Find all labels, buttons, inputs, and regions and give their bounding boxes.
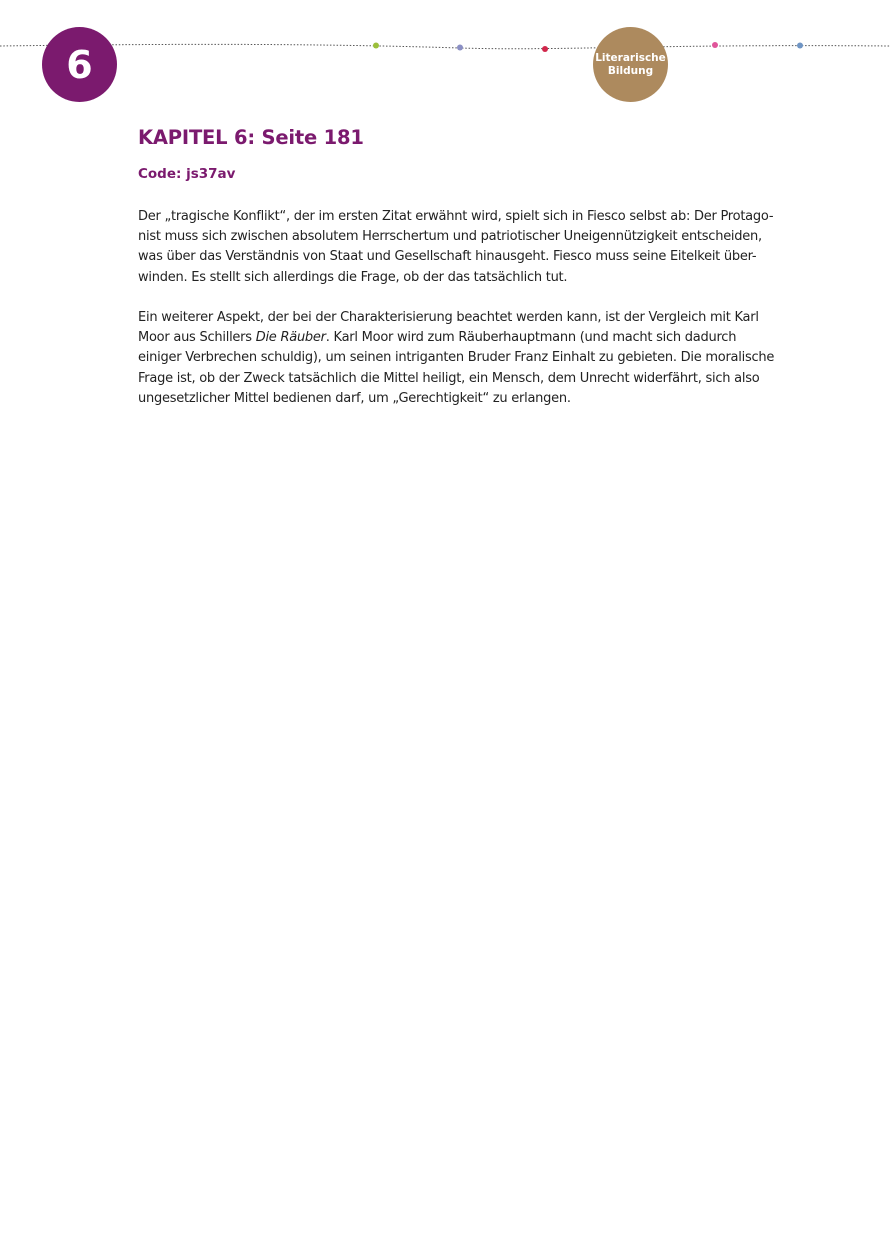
chapter-number: 6 <box>66 42 93 87</box>
book-title: Die Räuber <box>255 330 326 346</box>
paragraph-2-line-2-end: . Karl Moor wird zum Räuberhauptmann (und macht sich dadurch <box>325 330 737 346</box>
paragraph-1 <box>138 207 798 288</box>
paragraph-2-line-1: Ein weiterer Aspekt, der bei der Charakterisierung beachtet werden kann, ist der Vergleich mit Karl <box>138 310 759 325</box>
topic-badge <box>593 27 668 102</box>
decorative-dotted-line <box>0 0 890 70</box>
access-code: Code: js37av <box>138 166 236 182</box>
topic-label-line1: Literarische <box>595 51 666 64</box>
paragraph-2-line-2 <box>138 328 798 348</box>
paragraph-2-line-5: ungesetzlicher Mittel bedienen darf, um „Gerechtigkeit“ zu erlangen. <box>138 390 571 406</box>
dot-blue <box>797 43 803 49</box>
paragraph-2-line-4: Frage ist, ob der Zweck tatsächlich die Mittel heiligt, ein Mensch, dem Unrecht widerfährt, sich also <box>138 370 760 386</box>
paragraph-1-line-1: Der „tragische Konflikt“, der im ersten Zitat erwähnt wird, spielt sich in Fiesco selbst ab: Der Protago- <box>138 209 774 224</box>
paragraph-1-line-4: winden. Es stellt sich allerdings die Frage, ob der das tatsächlich tut. <box>138 269 568 285</box>
page-title: KAPITEL 6: Seite 181 <box>138 126 364 149</box>
chapter-number-badge <box>42 27 117 102</box>
paragraph-2-line-3: einiger Verbrechen schuldig), um seinen intriganten Bruder Franz Einhalt zu gebieten. Die moralische <box>138 350 775 366</box>
topic-label-line2: Bildung <box>607 64 654 77</box>
dot-lavender <box>457 45 463 51</box>
paragraph-2-line-2-start: Moor aus Schillers <box>138 330 256 346</box>
paragraph-2 <box>138 308 798 409</box>
dot-red <box>542 46 548 52</box>
paragraph-1-line-2: nist muss sich zwischen absolutem Herrschertum und patriotischer Uneigennützigkeit entscheiden, <box>138 229 762 245</box>
paragraph-1-line-3: was über das Verständnis von Staat und Gesellschaft hinausgeht. Fiesco muss seine Eitelkeit über- <box>138 249 757 265</box>
dot-green <box>373 43 379 49</box>
dot-pink <box>712 42 718 48</box>
